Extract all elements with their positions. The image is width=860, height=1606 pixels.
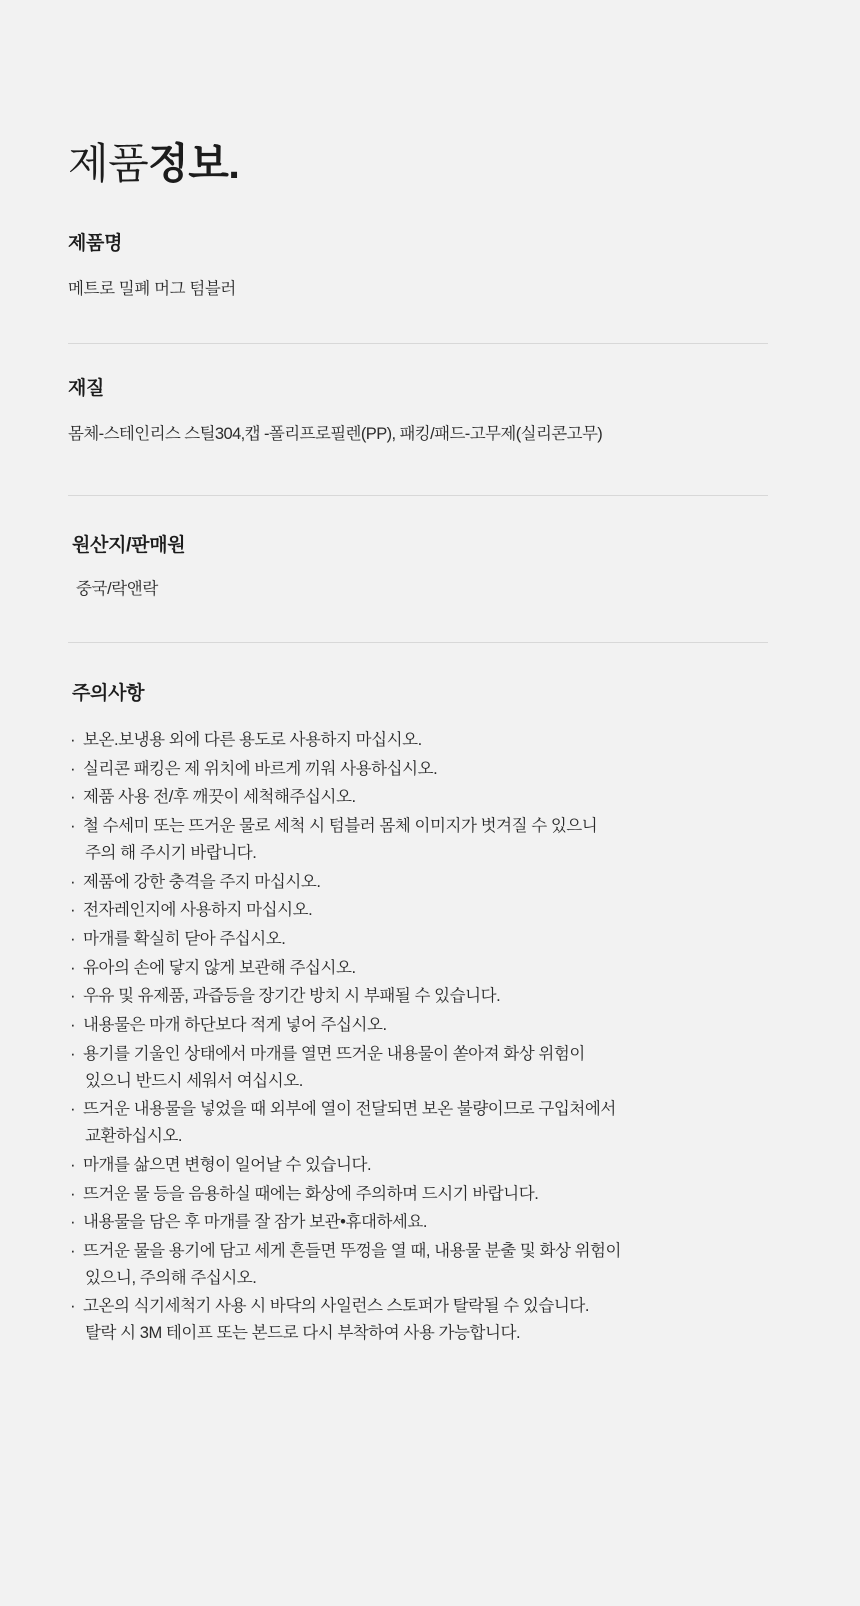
- notice-item: [68, 1012, 828, 1039]
- section-value-material: 몸체-스테인리스 스틸304,캡 -폴리프로필렌(PP), 패킹/패드-고무제(실리콘고무): [68, 425, 603, 443]
- section-origin: [72, 530, 784, 602]
- notice-item: [68, 1293, 828, 1346]
- notice-item: [68, 955, 828, 982]
- notice-item: [68, 784, 828, 811]
- notice-item-line: 내용물을 담은 후 마개를 잘 잠가 보관•휴대하세요.: [83, 1213, 428, 1232]
- notice-item: [68, 897, 828, 924]
- divider-2: [68, 495, 768, 496]
- page-title-thin: 제품: [68, 140, 149, 188]
- notice-item-line: 제품 사용 전/후 깨끗이 세척해주십시오.: [83, 788, 356, 807]
- section-label-notice: 주의사항: [72, 683, 145, 704]
- notice-item-line: 뜨거운 물 등을 음용하실 때에는 화상에 주의하며 드시기 바랍니다.: [83, 1184, 539, 1203]
- divider-3: [68, 642, 768, 643]
- notice-item-line-continued: 탈락 시 3M 테이프 또는 본드로 다시 부착하여 사용 가능합니다.: [85, 1324, 521, 1343]
- notice-item-line: 뜨거운 내용물을 넣었을 때 외부에 열이 전달되면 보온 불량이므로 구입처에서: [83, 1100, 616, 1119]
- notice-item-line: 마개를 삶으면 변형이 일어날 수 있습니다.: [83, 1155, 372, 1174]
- section-label-material: 재질: [68, 378, 105, 399]
- page-title-bold: 정보.: [148, 140, 240, 188]
- notice-item-line: 보온.보냉용 외에 다른 용도로 사용하지 마십시오.: [83, 731, 422, 749]
- section-label-origin: 원산지/판매원: [72, 535, 186, 556]
- notice-item-line: 유아의 손에 닿지 않게 보관해 주십시오.: [83, 958, 356, 977]
- notice-item-line-continued: 주의 해 주시기 바랍니다.: [85, 843, 257, 862]
- notice-item-line: 우유 및 유제품, 과즙등을 장기간 방치 시 부패될 수 있습니다.: [83, 987, 501, 1006]
- divider-1: [68, 343, 768, 344]
- notice-item-line: 뜨거운 물을 용기에 담고 세게 흔들면 뚜껑을 열 때, 내용물 분출 및 화상 위험이: [83, 1241, 622, 1260]
- notice-item-line: 내용물은 마개 하단보다 적게 넣어 주십시오.: [83, 1016, 387, 1035]
- notice-list: [68, 727, 828, 1347]
- notice-item: [68, 1041, 828, 1094]
- notice-item-line: 제품에 강한 충격을 주지 마십시오.: [83, 872, 321, 891]
- section-product-name: [68, 228, 780, 302]
- notice-item-line: 전자레인지에 사용하지 마십시오.: [83, 901, 313, 920]
- notice-item-line: 용기를 기울인 상태에서 마개를 열면 뜨거운 내용물이 쏟아져 화상 위험이: [83, 1044, 585, 1063]
- section-label-product-name: 제품명: [68, 233, 123, 254]
- notice-item: [68, 1209, 828, 1236]
- notice-item: [68, 1181, 828, 1208]
- notice-item: [68, 1152, 828, 1179]
- notice-item: [68, 756, 828, 783]
- notice-item: [68, 983, 828, 1010]
- notice-item-line: 실리콘 패킹은 제 위치에 바르게 끼워 사용하십시오.: [83, 759, 438, 778]
- notice-item-line-continued: 있으니, 주의해 주십시오.: [85, 1268, 257, 1287]
- section-value-product-name: 메트로 밀폐 머그 텀블러: [68, 280, 236, 298]
- notice-item: [68, 1238, 828, 1291]
- notice-item-line: 마개를 확실히 닫아 주십시오.: [83, 930, 286, 949]
- notice-item: [68, 869, 828, 896]
- notice-item-line-continued: 있으니 반드시 세워서 여십시오.: [85, 1071, 303, 1090]
- notice-item-line: 고온의 식기세척기 사용 시 바닥의 사일런스 스토퍼가 탈락될 수 있습니다.: [83, 1297, 590, 1316]
- notice-item: [68, 926, 828, 953]
- notice-item-line-continued: 교환하십시오.: [85, 1127, 183, 1146]
- section-value-origin: 중국/락앤락: [76, 580, 158, 598]
- notice-item-line: 철 수세미 또는 뜨거운 물로 세척 시 텀블러 몸체 이미지가 벗겨질 수 있으니: [83, 817, 598, 836]
- page-title: [68, 140, 239, 188]
- section-notice: [68, 678, 780, 1349]
- notice-item: [68, 813, 828, 866]
- notice-item: [68, 1096, 828, 1149]
- section-material: [68, 373, 780, 447]
- notice-item: [68, 727, 828, 754]
